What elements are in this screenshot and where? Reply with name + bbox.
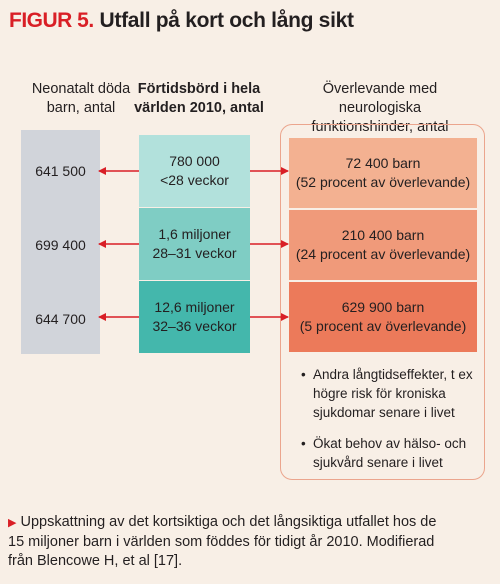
survivors-count: 72 400 barn: [345, 155, 421, 171]
column-header-line: funktionshinder, antal: [311, 119, 449, 135]
gestational-age: <28 veckor: [160, 172, 229, 188]
caption-line: [8, 513, 494, 533]
caption-line: från Blencowe H, et al [17].: [8, 553, 183, 569]
survivors-percent: (52 procent av överlevande): [295, 174, 471, 190]
preterm-births-count: 12,6 miljoner: [154, 299, 235, 315]
figure-caption: [8, 513, 494, 571]
figure-title-text: Utfall på kort och lång sikt: [99, 9, 354, 32]
caption-marker-icon: ▶: [8, 517, 17, 529]
caption-line: 15 miljoner barn i världen som föddes för tidigt år 2010. Modifierad: [8, 534, 435, 550]
survivors-percent: (5 procent av överlevande): [299, 318, 467, 334]
bullet-marker: •: [301, 367, 306, 382]
gestational-age: 32–36 veckor: [152, 318, 237, 334]
column-header-line: Neonatalt döda: [31, 81, 131, 97]
neonatal-deaths-value: 641 500: [35, 163, 86, 179]
column-header-line: världen 2010, antal: [134, 100, 264, 116]
survivors-count: 210 400 barn: [341, 227, 425, 243]
bullet-line: sjukdomar senare i livet: [313, 405, 455, 420]
survivors-count: 629 900 barn: [341, 299, 425, 315]
neonatal-deaths-value: 699 400: [35, 237, 86, 253]
caption-text: Uppskattning av det kortsiktiga och det långsiktiga utfallet hos de: [20, 514, 437, 530]
bullet-line: högre risk för kroniska: [313, 386, 446, 401]
bullet-line: Andra långtidseffekter, t ex: [313, 367, 473, 382]
preterm-births-count: 780 000: [169, 153, 220, 169]
bullet-line: sjukvård senare i livet: [313, 455, 443, 470]
survivors-percent: (24 procent av överlevande): [295, 246, 471, 262]
bullet-line: Ökat behov av hälso- och: [313, 436, 467, 451]
neonatal-deaths-value: 644 700: [35, 311, 86, 327]
bullet-marker: •: [301, 436, 306, 451]
gestational-age: 28–31 veckor: [152, 245, 237, 261]
figure-label: FIGUR 5.: [9, 9, 94, 32]
column-header-line: barn, antal: [46, 100, 116, 116]
preterm-births-count: 1,6 miljoner: [158, 226, 231, 242]
column-header-line: Förtidsbörd i hela: [137, 81, 261, 97]
column-header-line: Överlevande med neurologiska: [322, 81, 438, 116]
